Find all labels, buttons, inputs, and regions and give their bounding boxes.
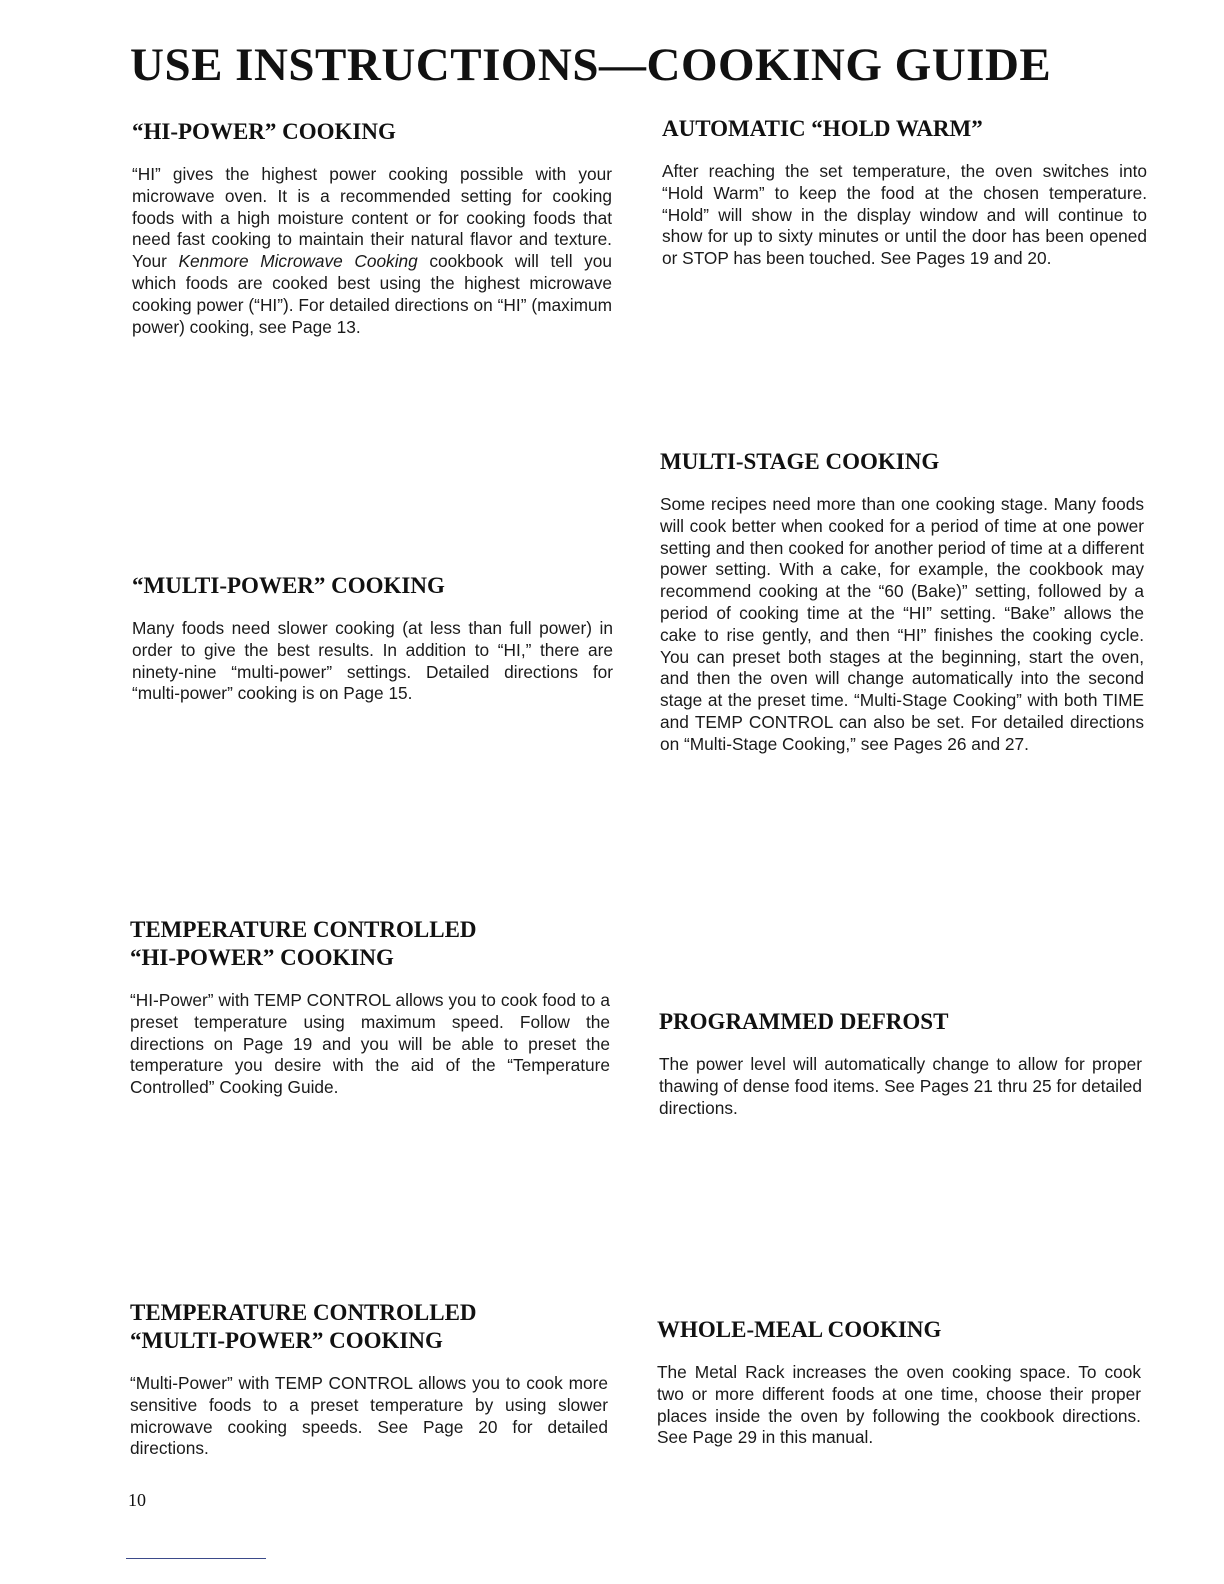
section-hold-warm xyxy=(662,115,1147,270)
section-body: Many foods need slower cooking (at less than full power) in order to give the best results. In addition to “HI,” there are ninety-nine “multi-power” settings. Detailed directions for “multi-power” cooking is on Page 15. xyxy=(132,618,613,704)
section-heading: PROGRAMMED DEFROST xyxy=(659,1009,949,1034)
section-body: “HI-Power” with TEMP CONTROL allows you to cook food to a preset temperature using maximum speed. Follow the directions on Page 19 and you will be able to preset the temperature you desire with the aid of the “Temperature Controlled” Cooking Guide. xyxy=(130,990,610,1098)
section-body: Some recipes need more than one cooking stage. Many foods will cook better when cooked for a period of time at one power setting and then cooked for another period of time at a different power setting. With a cake, for example, the cookbook may recommend cooking at the “60 (Bake)” setting, followed by a period of cooking time at the “HI” setting. “Bake” allows the cake to rise gently, and then “HI” finishes the cooking cycle. You can preset both stages at the beginning, start the oven, and then the oven will change automatically into the second stage at the preset time. “Multi-Stage Cooking” with both TIME and TEMP CONTROL can also be set. For detailed directions on “Multi-Stage Cooking,” see Pages 26 and 27. xyxy=(660,494,1144,754)
page-title: USE INSTRUCTIONS—COOKING GUIDE xyxy=(130,39,1052,91)
section-heading: AUTOMATIC “HOLD WARM” xyxy=(662,116,983,141)
footer-rule xyxy=(126,1558,266,1559)
section-body: “HI” gives the highest power cooking possible with your microwave oven. It is a recommended setting for cooking foods with a high moisture content or for cooking foods that need fast cooking to maintain their natural flavor and texture. Your Kenmore Microwave Cooking cookbook will tell you which foods are cooked best using the highest microwave cooking power (“HI”). For detailed directions on “HI” (maximum power) cooking, see Page 13. xyxy=(132,164,612,337)
cookbook-title: Kenmore Microwave Cooking xyxy=(178,251,418,272)
section-temp-hi-power xyxy=(130,916,610,1099)
section-hi-power xyxy=(132,118,612,338)
section-body: After reaching the set temperature, the oven switches into “Hold Warm” to keep the food at the chosen temperature. “Hold” will show in the display window and will continue to show for up to sixty minutes or until the door has been opened or STOP has been touched. See Pages 19 and 20. xyxy=(662,161,1147,269)
section-heading: MULTI-STAGE COOKING xyxy=(660,449,940,474)
section-programmed-defrost xyxy=(659,1008,1142,1119)
section-temp-multi-power xyxy=(130,1299,608,1460)
section-multi-power xyxy=(132,572,613,705)
page-number: 10 xyxy=(128,1490,146,1510)
section-heading: TEMPERATURE CONTROLLED “MULTI-POWER” COOKING xyxy=(130,1300,477,1353)
section-body: The Metal Rack increases the oven cooking space. To cook two or more different foods at one time, choose their proper places inside the oven by following the cookbook directions. See Page 29 in this manual. xyxy=(657,1362,1141,1448)
section-heading: TEMPERATURE CONTROLLED “HI-POWER” COOKING xyxy=(130,917,477,970)
section-heading: “MULTI-POWER” COOKING xyxy=(132,573,445,598)
section-body: The power level will automatically change to allow for proper thawing of dense food items. See Pages 21 thru 25 for detailed directions. xyxy=(659,1054,1142,1118)
section-heading: WHOLE-MEAL COOKING xyxy=(657,1317,942,1342)
section-body: “Multi-Power” with TEMP CONTROL allows you to cook more sensitive foods to a preset temperature by using slower microwave cooking speeds. See Page 20 for detailed directions. xyxy=(130,1373,608,1459)
section-multi-stage xyxy=(660,448,1144,756)
section-heading: “HI-POWER” COOKING xyxy=(132,119,396,144)
section-whole-meal xyxy=(657,1316,1141,1449)
